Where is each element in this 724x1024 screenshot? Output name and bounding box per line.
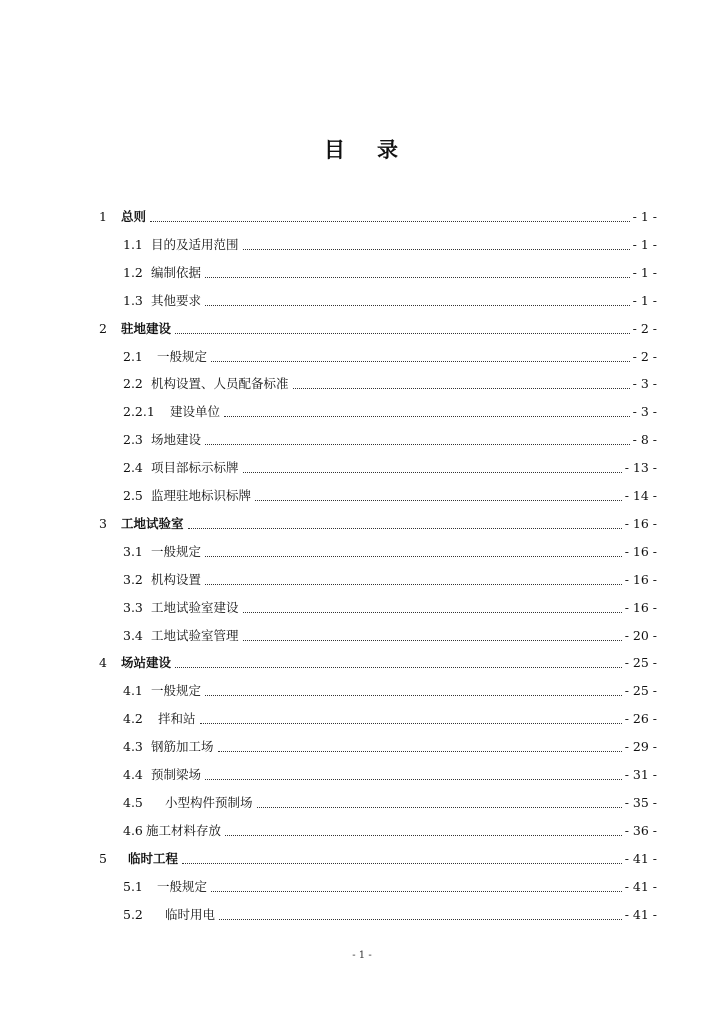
toc-entry-page: - 16 -: [624, 515, 657, 531]
toc-entry-number: 4.5: [123, 794, 143, 810]
toc-leader-dots: [255, 487, 622, 505]
toc-entry-number: 2.5: [123, 488, 143, 503]
toc-leader-dots: [205, 292, 630, 310]
toc-title-left: 目: [324, 137, 347, 162]
toc-entry-number: 3.3: [123, 599, 143, 615]
toc-entry-page: - 35 -: [624, 794, 657, 810]
toc-entry-page: - 41 -: [624, 878, 657, 894]
toc-entry-page: - 1 -: [632, 236, 657, 252]
toc-entry-page: - 1 -: [632, 209, 657, 224]
toc-entry-title: 钢筋加工场: [151, 739, 214, 755]
page-number: - 1 -: [352, 950, 372, 961]
toc-entry[interactable]: [0, 431, 724, 449]
toc-entry[interactable]: [0, 850, 724, 868]
toc-entry-number: 5.2: [123, 906, 143, 922]
toc-entry-page: - 36 -: [624, 822, 657, 838]
toc-entry[interactable]: [0, 878, 724, 896]
toc-entry-page: - 2 -: [632, 320, 657, 336]
toc-entry[interactable]: [0, 543, 724, 561]
toc-entry[interactable]: [0, 906, 724, 924]
toc-entry[interactable]: [0, 627, 724, 645]
toc-entry-page: - 16 -: [624, 571, 657, 587]
toc-entry[interactable]: [0, 320, 724, 338]
toc-entry-title: 场地建设: [151, 432, 202, 448]
toc-leader-dots: [175, 320, 630, 338]
toc-entry[interactable]: [0, 292, 724, 310]
toc-leader-dots: [243, 236, 630, 254]
toc-entry-page: - 13 -: [624, 460, 657, 476]
toc-entry[interactable]: [0, 348, 724, 366]
toc-entry-title: 编制依据: [151, 264, 202, 280]
toc-entry[interactable]: [0, 599, 724, 617]
toc-title-right: 录: [377, 137, 400, 162]
toc-entry-title: 一般规定: [157, 878, 208, 894]
toc-leader-dots: [205, 766, 622, 784]
toc-entry-title: 机构设置、人员配备标准: [151, 376, 289, 392]
toc-entry-title: 其他要求: [151, 292, 202, 308]
toc-leader-dots: [218, 738, 622, 756]
toc-entry[interactable]: [0, 710, 724, 728]
toc-entry-number: 1.1: [123, 236, 143, 252]
toc-leader-dots: [200, 710, 622, 728]
toc-entry-page: - 1 -: [632, 292, 657, 308]
toc-entry-page: - 2 -: [632, 348, 657, 364]
toc-entry-title: 建设单位: [170, 404, 221, 420]
toc-entry-title: 一般规定: [157, 348, 208, 364]
toc-entry-title: 临时工程: [128, 850, 179, 866]
toc-entry-title: 拌和站: [158, 711, 196, 727]
toc-leader-dots: [224, 403, 630, 421]
toc-leader-dots: [205, 543, 622, 561]
toc-entry-title: 总则: [121, 209, 147, 224]
toc-entry-number: 2.1: [123, 348, 143, 364]
toc-entry[interactable]: [0, 794, 724, 812]
toc-entry-number: 2: [99, 320, 107, 336]
toc-entry[interactable]: [0, 208, 724, 226]
toc-entry[interactable]: [0, 738, 724, 756]
toc-entry-title: 工地试验室: [121, 515, 184, 531]
toc-leader-dots: [150, 208, 630, 226]
toc-entry-number: 4.2: [123, 711, 143, 727]
toc-entry-number: 2.3: [123, 432, 143, 448]
toc-leader-dots: [182, 850, 622, 868]
toc-entry-title: 预制梁场: [151, 767, 202, 782]
toc-entry-number: 4.3: [123, 739, 143, 755]
toc-entry[interactable]: [0, 682, 724, 700]
toc-entry-title: 工地试验室建设: [151, 599, 239, 615]
toc-entry-title: 场站建设: [121, 655, 172, 671]
toc-entry[interactable]: [0, 654, 724, 672]
toc-entry-title: 项目部标示标牌: [151, 460, 239, 476]
toc-entry[interactable]: [0, 403, 724, 421]
toc-leader-dots: [243, 599, 622, 617]
toc-leader-dots: [225, 822, 622, 840]
toc-entry-title: 机构设置: [151, 571, 202, 587]
toc-entry-page: - 41 -: [624, 906, 657, 922]
toc-title: [0, 134, 724, 164]
toc-entry-page: - 25 -: [624, 655, 657, 671]
toc-entry-page: - 1 -: [632, 264, 657, 280]
toc-entry-page: - 3 -: [632, 404, 657, 420]
toc-leader-dots: [243, 459, 622, 477]
toc-entry-number: 1: [99, 209, 107, 224]
toc-entry-number: 1.3: [123, 292, 143, 308]
toc-entry[interactable]: [0, 515, 724, 533]
toc-entry-number: 4.1: [123, 683, 143, 699]
toc-entry-page: - 16 -: [624, 599, 657, 615]
toc-entry-number: 4.6: [123, 822, 143, 838]
toc-leader-dots: [211, 878, 622, 896]
toc-leader-dots: [205, 682, 622, 700]
toc-entry-number: 2.2: [123, 376, 143, 392]
toc-entry-page: - 3 -: [632, 376, 657, 392]
toc-entry[interactable]: [0, 459, 724, 477]
toc-entry[interactable]: [0, 766, 724, 784]
toc-leader-dots: [175, 654, 622, 672]
toc-entry-title: 目的及适用范围: [151, 236, 239, 252]
toc-entry-number: 2.2.1: [123, 404, 155, 420]
toc-entry-page: - 41 -: [624, 850, 657, 866]
toc-entry-number: 3.4: [123, 627, 143, 643]
toc-entry-page: - 20 -: [624, 627, 657, 643]
toc-leader-dots: [205, 264, 630, 282]
toc-entry-page: - 31 -: [624, 767, 657, 782]
toc-leader-dots: [211, 348, 630, 366]
toc-entry-title: 一般规定: [151, 543, 202, 559]
toc-entry-title: 施工材料存放: [146, 822, 222, 838]
toc-entry[interactable]: [0, 571, 724, 589]
toc-entry-page: - 14 -: [624, 488, 657, 503]
toc-entry-title: 小型构件预制场: [165, 794, 253, 810]
toc-leader-dots: [293, 375, 630, 393]
toc-entry-number: 3.1: [123, 543, 143, 559]
toc-entry-page: - 25 -: [624, 683, 657, 699]
toc-entry-title: 工地试验室管理: [151, 627, 239, 643]
toc-entry-title: 监理驻地标识标牌: [151, 488, 252, 503]
toc-entry-number: 5.1: [123, 878, 143, 894]
toc-entry-page: - 29 -: [624, 739, 657, 755]
toc-entry-number: 1.2: [123, 264, 143, 280]
toc-entry-page: - 8 -: [632, 432, 657, 448]
toc-leader-dots: [205, 571, 622, 589]
toc-entry[interactable]: [0, 264, 724, 282]
toc-entry-title: 临时用电: [165, 906, 216, 922]
toc-entry-number: 3: [99, 515, 107, 531]
toc-entry[interactable]: [0, 822, 724, 840]
toc-leader-dots: [257, 794, 622, 812]
toc-entry[interactable]: [0, 236, 724, 254]
toc-entry-page: - 16 -: [624, 543, 657, 559]
toc-entry-number: 5: [99, 850, 107, 866]
toc-entry-number: 3.2: [123, 571, 143, 587]
toc-leader-dots: [188, 515, 622, 533]
toc-entry-title: 一般规定: [151, 683, 202, 699]
toc-entry-title: 驻地建设: [121, 320, 172, 336]
toc-entry-page: - 26 -: [624, 711, 657, 727]
toc-entry[interactable]: [0, 375, 724, 393]
toc-leader-dots: [205, 431, 630, 449]
toc-entry-number: 4.4: [123, 767, 143, 782]
toc-leader-dots: [219, 906, 622, 924]
toc-entry[interactable]: [0, 487, 724, 505]
toc-leader-dots: [243, 627, 622, 645]
toc-entry-number: 4: [99, 655, 107, 671]
toc-entry-number: 2.4: [123, 460, 143, 476]
